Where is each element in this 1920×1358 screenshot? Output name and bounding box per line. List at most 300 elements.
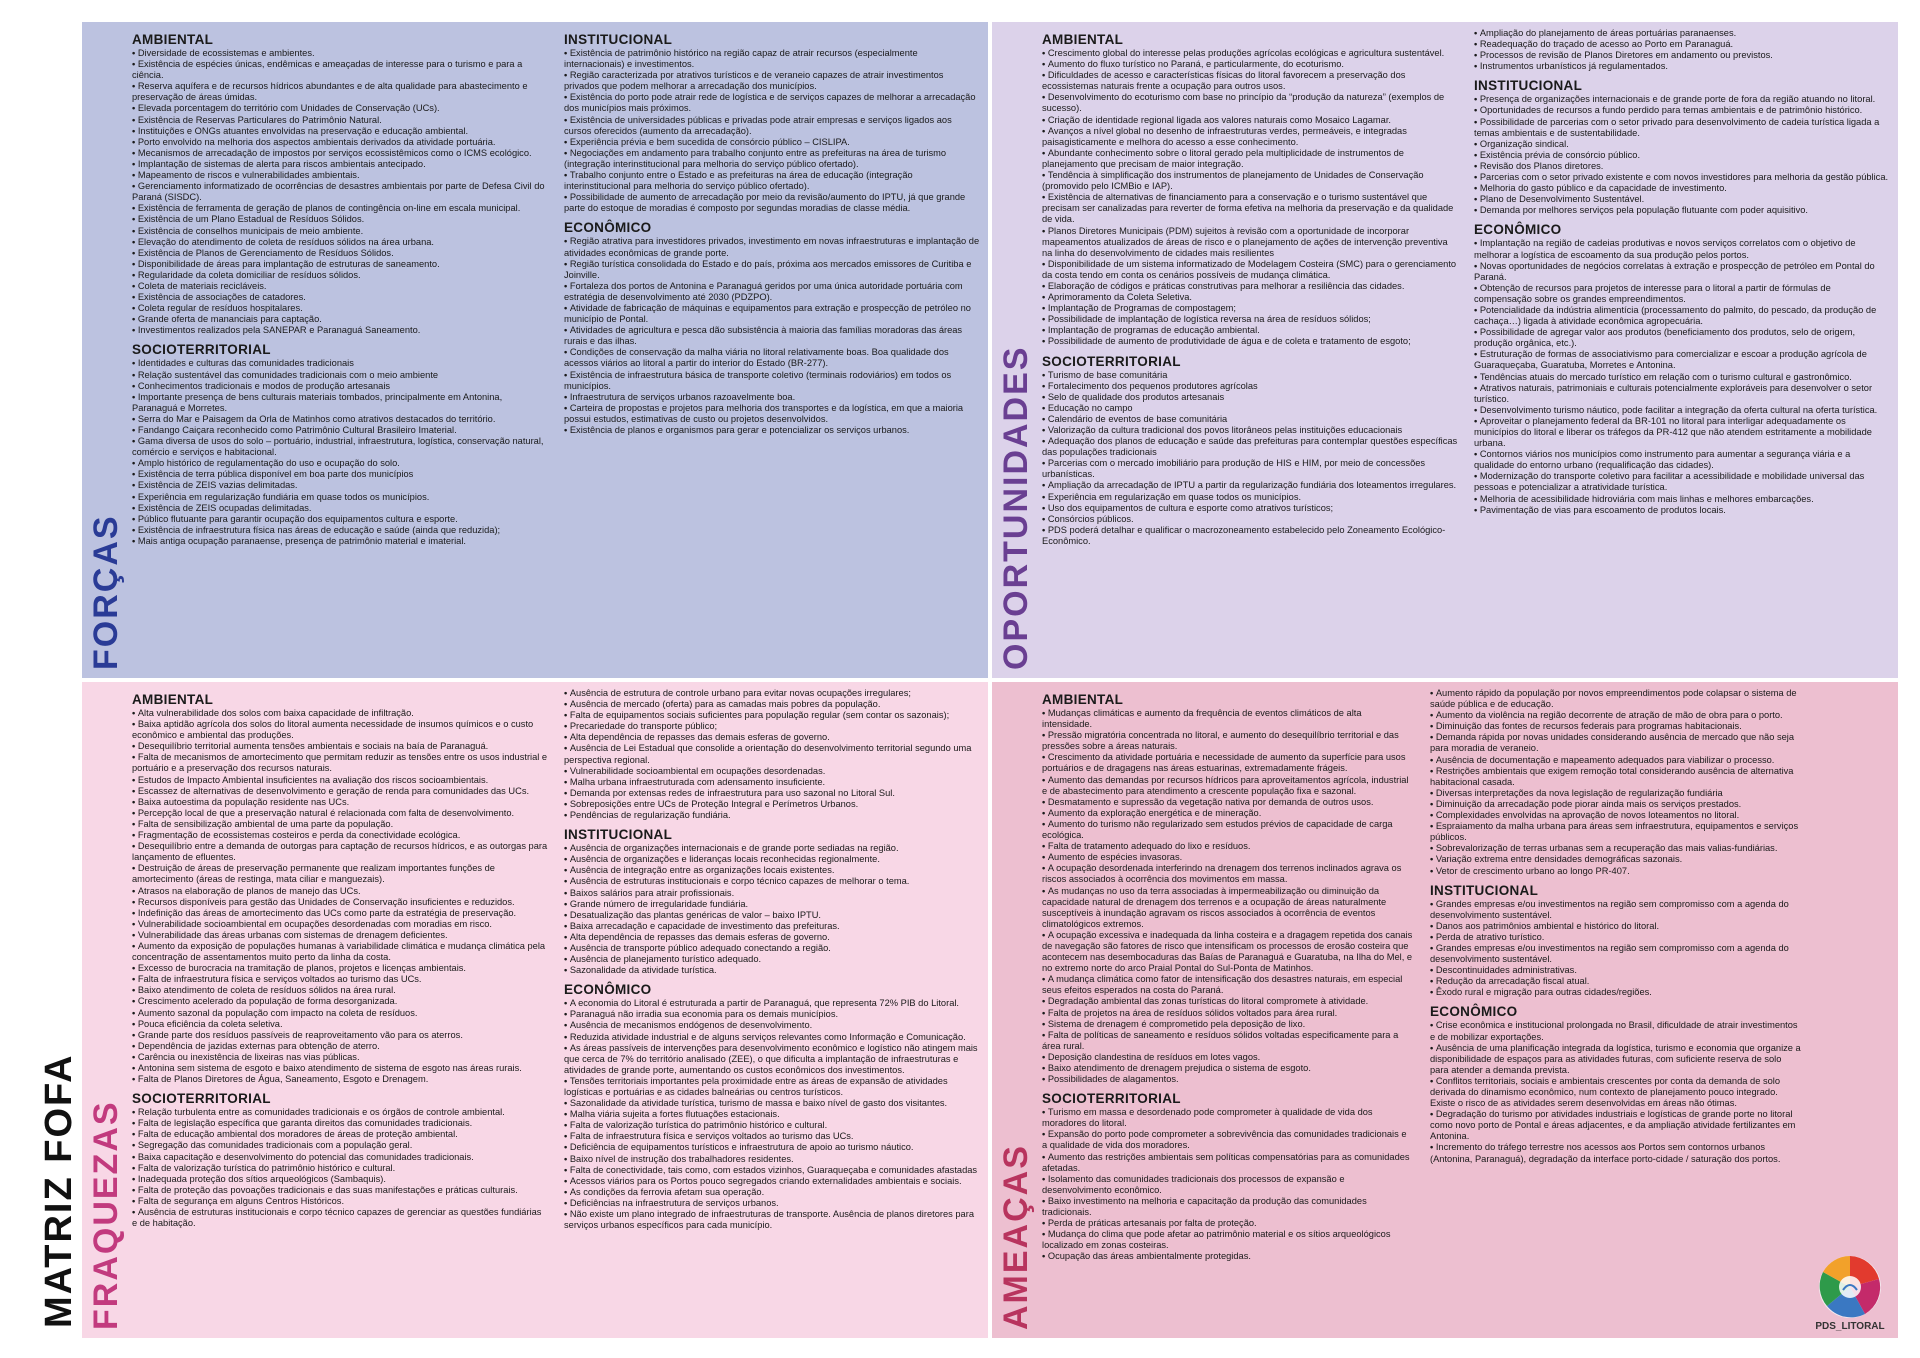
list-item: • Deficiência de equipamentos turísticos e infraestrutura de apoio ao turismo náutico.	[564, 1142, 980, 1153]
swot-section	[564, 688, 980, 821]
list-item: • Ausência de documentação e mapeamento adequados para viabilizar o processo.	[1430, 755, 1802, 766]
section-list	[1042, 1107, 1414, 1262]
list-item: • Existência de um Plano Estadual de Resíduos Sólidos.	[132, 214, 548, 225]
list-item: • Descontinuidades administrativas.	[1430, 965, 1802, 976]
list-item: • Baixa capacitação e desenvolvimento do potencial das comunidades tradicionais.	[132, 1152, 548, 1163]
list-item: • Regularidade da coleta domiciliar de resíduos sólidos.	[132, 270, 548, 281]
list-item: • Grande parte dos resíduos passíveis de reaproveitamento vão para os aterros.	[132, 1030, 548, 1041]
list-item: • Abundante conhecimento sobre o litoral gerado pela multiplicidade de instrumentos de planejamento que precisam de maior integração.	[1042, 148, 1458, 170]
list-item: • Crescimento da atividade portuária e necessidade de aumento da superfície para usos portuários e de dragagens nas áreas estuarinas, extremadamente frágeis.	[1042, 752, 1414, 774]
swot-section	[564, 220, 980, 436]
list-item: • Reserva aquífera e de recursos hídricos abundantes e de alta qualidade para abastecimento e preservação de áreas úmidas.	[132, 81, 548, 103]
list-item: • Desenvolvimento turismo náutico, pode facilitar a integração da oferta cultural na oferta turística.	[1474, 405, 1890, 416]
list-item: • Importante presença de bens culturais materiais tombados, principalmente em Antonina, Paranaguá e Morretes.	[132, 392, 548, 414]
fraquezas-column-2	[564, 688, 980, 1334]
list-item: • Existência de ZEIS vazias delimitadas.	[132, 480, 548, 491]
ameacas-column-2	[1430, 688, 1802, 1334]
list-item: • Aumento da violência na região decorrente de atração de mão de obra para o porto.	[1430, 710, 1802, 721]
list-item: • Existência de planos e organismos para gerar e potencializar os serviços urbanos.	[564, 425, 980, 436]
list-item: • Obtenção de recursos para projetos de interesse para o litoral a partir de fórmulas de compensação sobre os grandes empreendimentos.	[1474, 283, 1890, 305]
list-item: • Elevada porcentagem do território com Unidades de Conservação (UCs).	[132, 103, 548, 114]
swot-section	[132, 692, 548, 1085]
list-item: • Acessos viários para os Portos pouco segregados criando externalidades ambientais e sociais.	[564, 1176, 980, 1187]
list-item: • Sazonalidade da atividade turística.	[564, 965, 980, 976]
section-heading: SOCIOTERRITORIAL	[132, 1091, 271, 1107]
list-item: • Possibilidade de agregar valor aos produtos (beneficiamento dos produtos, selo de origem, produção orgânica, etc.).	[1474, 327, 1890, 349]
list-item: • Perda de atrativo turístico.	[1430, 932, 1802, 943]
list-item: • Segregação das comunidades tradicionais com a população geral.	[132, 1140, 548, 1151]
section-list	[1430, 899, 1802, 999]
list-item: • Antonina sem sistema de esgoto e baixo atendimento de sistema de esgoto nas áreas rurais.	[132, 1063, 548, 1074]
list-item: • Existência de espécies únicas, endêmicas e ameaçadas de interesse para o turismo e para a ciência.	[132, 59, 548, 81]
list-item: • Possibilidade de implantação de logística reversa na área de resíduos sólidos;	[1042, 314, 1458, 325]
section-list	[564, 998, 980, 1231]
list-item: • Uso dos equipamentos de cultura e esporte como atrativos turísticos;	[1042, 503, 1458, 514]
list-item: • Desequilíbrio territorial aumenta tensões ambientais e sociais na baía de Paranaguá.	[132, 741, 548, 752]
list-item: • Percepção local de que a preservação natural é relacionada com falta de desenvolvimento.	[132, 808, 548, 819]
list-item: • A ocupação desordenada interferindo na drenagem dos terrenos inclinados agrava os riscos associados à ocorrência dos movimentos em massa.	[1042, 863, 1414, 885]
list-item: • Ausência de transporte público adequado conectando a região.	[564, 943, 980, 954]
list-item: • Falta de infraestrutura física e serviços voltados ao turismo das UCs.	[132, 974, 548, 985]
oportunidades-column-1	[1042, 28, 1458, 674]
list-item: • Melhoria do gasto público e da capacidade de investimento.	[1474, 183, 1890, 194]
list-item: • Ausência de estrutura de controle urbano para evitar novas ocupações irregulares;	[564, 688, 980, 699]
list-item: • Expansão do porto pode comprometer a sobrevivência das comunidades tradicionais e a qualidade de vida dos moradores.	[1042, 1129, 1414, 1151]
list-item: • Baixo atendimento de coleta de resíduos sólidos na área rural.	[132, 985, 548, 996]
list-item: • As condições da ferrovia afetam sua operação.	[564, 1187, 980, 1198]
list-item: • Variação extrema entre densidades demográficas sazonais.	[1430, 854, 1802, 865]
list-item: • Recursos disponíveis para gestão das Unidades de Conservação insuficientes e reduzidos.	[132, 897, 548, 908]
swot-section	[564, 982, 980, 1231]
list-item: • Fandango Caiçara reconhecido como Patrimônio Cultural Brasileiro Imaterial.	[132, 425, 548, 436]
list-item: • Educação no campo	[1042, 403, 1458, 414]
list-item: • Pressão migratória concentrada no litoral, e aumento do desequilíbrio territorial e das pressões sobre a áreas naturais.	[1042, 730, 1414, 752]
list-item: • Mecanismos de arrecadação de impostos por serviços ecossistêmicos como o ICMS ecológico.	[132, 148, 548, 159]
section-list	[1474, 94, 1890, 216]
section-list	[1474, 238, 1890, 515]
swot-section	[1474, 222, 1890, 515]
list-item: • Degradação do turismo por atividades industriais e logísticas de grande porte no litoral como novo porto de Pontal e áreas adjacentes, e da ampliação atividade fertilizantes em Antonina.	[1430, 1109, 1802, 1142]
section-heading: SOCIOTERRITORIAL	[1042, 353, 1181, 369]
list-item: • Alta dependência de repasses das demais esferas de governo.	[564, 732, 980, 743]
list-item: • Reduzida atividade industrial e de alguns serviços relevantes como Informação e Comunicação.	[564, 1032, 980, 1043]
list-item: • Ocupação das áreas ambientalmente protegidas.	[1042, 1251, 1414, 1262]
section-list	[1042, 48, 1458, 348]
list-item: • Aprimoramento da Coleta Seletiva.	[1042, 292, 1458, 303]
list-item: • Ausência de estruturas institucionais e corpo técnico capazes de melhorar o tema.	[564, 876, 980, 887]
list-item: • Implantação na região de cadeias produtivas e novos serviços correlatos com o objetivo de melhorar a logística de escoamento da sua produção pelos portos.	[1474, 238, 1890, 260]
list-item: • Diversidade de ecossistemas e ambientes.	[132, 48, 548, 59]
list-item: • Alta vulnerabilidade dos solos com baixa capacidade de infiltração.	[132, 708, 548, 719]
swot-section	[1430, 688, 1802, 877]
list-item: • Inadequada proteção dos sítios arqueológicos (Sambaquis).	[132, 1174, 548, 1185]
list-item: • Paranaguá não irradia sua economia para os demais municípios.	[564, 1009, 980, 1020]
list-item: • Excesso de burocracia na tramitação de planos, projetos e licenças ambientais.	[132, 963, 548, 974]
list-item: • Malha viária sujeita a fortes flutuações estacionais.	[564, 1109, 980, 1120]
list-item: • Mudança do clima que pode afetar ao patrimônio material e os sítios arqueológicos localizado em zonas costeiras.	[1042, 1229, 1414, 1251]
list-item: • Readequação do traçado de acesso ao Porto em Paranaguá.	[1474, 39, 1890, 50]
swot-section	[1042, 1091, 1414, 1262]
list-item: • Existência de alternativas de financiamento para a conservação e o turismo sustentável que precisam ser canalizadas para reverter de forma efetiva na melhoria da preservação e da qualidade de vida.	[1042, 192, 1458, 225]
section-heading: SOCIOTERRITORIAL	[132, 342, 271, 358]
list-item: • Contornos viários nos municípios como instrumento para aumentar a segurança viária e a qualidade do entorno urbano (requalificação das cidades).	[1474, 449, 1890, 471]
list-item: • Incremento do tráfego terrestre nos acessos aos Portos sem contornos urbanos (Antonina, Paranaguá), degradação da interface porto-cidade / saturação dos portos.	[1430, 1142, 1802, 1164]
section-heading: AMBIENTAL	[1042, 32, 1124, 47]
list-item: • Turismo de base comunitária	[1042, 370, 1458, 381]
quadrant-fraquezas	[82, 682, 988, 1338]
list-item: • Possibilidades de alagamentos.	[1042, 1074, 1414, 1085]
list-item: • Desmatamento e supressão da vegetação nativa por demanda de outros usos.	[1042, 797, 1414, 808]
list-item: • Melhoria de acessibilidade hidroviária com mais linhas e melhores embarcações.	[1474, 494, 1890, 505]
list-item: • Estudos de Impacto Ambiental insuficientes na avaliação dos riscos socioambientais.	[132, 775, 548, 786]
list-item: • Modernização do transporte coletivo para facilitar a acessibilidade e mobilidade universal das pessoas e potencializar a atratividade turística.	[1474, 471, 1890, 493]
list-item: • Experiência em regularização fundiária em quase todos os municípios.	[132, 492, 548, 503]
section-heading: AMBIENTAL	[1042, 692, 1124, 707]
list-item: • Precariedade do transporte público;	[564, 721, 980, 732]
list-item: • Grandes empresas e/ou investimentos na região sem compromisso com a agenda do desenvolvimento sustentável.	[1430, 943, 1802, 965]
list-item: • A ocupação excessiva e inadequada da linha costeira e a dragagem repetida dos canais de navegação são fatores de risco que intensificam os processos de erosão costeira que acontecem nas desembocaduras das Baías de Paranaguá e Guaratuba, na Ilha do Mel, e no extremo norte do arco Praial Pontal do Sul-Ponta de Matinhos.	[1042, 930, 1414, 974]
list-item: • Demanda rápida por novas unidades considerando ausência de mercado que não seja para moradia de veraneio.	[1430, 732, 1802, 754]
list-item: • Aumento do fluxo turístico no Paraná, e particularmente, do ecoturismo.	[1042, 59, 1458, 70]
list-item: • Aumento do turismo não regularizado sem estudos prévios de capacidade de carga ecológica.	[1042, 819, 1414, 841]
list-item: • Falta de conectividade, tais como, com estados vizinhos, Guaraqueçaba e comunidades afastadas	[564, 1165, 980, 1176]
list-item: • Serra do Mar e Paisagem da Orla de Matinhos como atrativos destacados do território.	[132, 414, 548, 425]
list-item: • Dificuldades de acesso e características físicas do litoral favorecem a preservação dos ecossistemas naturais frente a ocupação para outros usos.	[1042, 70, 1458, 92]
list-item: • Possibilidade de aumento de produtividade de água e de coleta e tratamento de esgoto;	[1042, 336, 1458, 347]
list-item: • Desatualização das plantas genéricas de valor – baixo IPTU.	[564, 910, 980, 921]
section-list	[132, 48, 548, 336]
section-heading: SOCIOTERRITORIAL	[1042, 1091, 1181, 1107]
list-item: • Selo de qualidade dos produtos artesanais	[1042, 392, 1458, 403]
list-item: • Alta dependência de repasses das demais esferas de governo.	[564, 932, 980, 943]
list-item: • As áreas passíveis de intervenções para desenvolvimento econômico e logístico não atingem mais que cerca de 7% do território analisado (ZEE), o que dificulta a implantação de infraestruturas e atividades de grande porte, aumentando os custos econômicos dos investimentos.	[564, 1043, 980, 1076]
swot-section	[1474, 28, 1890, 72]
section-heading: INSTITUCIONAL	[564, 827, 673, 843]
list-item: • Demanda por extensas redes de infraestrutura para uso sazonal no Litoral Sul.	[564, 788, 980, 799]
list-item: • Organização sindical.	[1474, 139, 1890, 150]
list-item: • Baixa aptidão agrícola dos solos do litoral aumenta necessidade de insumos químicos e o custo econômico e ambiental das produções.	[132, 719, 548, 741]
list-item: • Coleta de materiais recicláveis.	[132, 281, 548, 292]
swot-section	[1042, 32, 1458, 348]
list-item: • Calendário de eventos de base comunitária	[1042, 414, 1458, 425]
list-item: • Conflitos territoriais, sociais e ambientais crescentes por conta da demanda de solo derivada do dinamismo econômico, num contexto de planejamento pouco integrado. Existe o risco de as atividades serem desenvolvidas em áreas não ótimas.	[1430, 1076, 1802, 1109]
list-item: • Gerenciamento informatizado de ocorrências de desastres ambientais por parte de Defesa Civil do Paraná (SISDC).	[132, 181, 548, 203]
section-heading: ECONÔMICO	[1474, 222, 1562, 238]
swot-section	[564, 827, 980, 976]
list-item: • Porto envolvido na melhoria dos aspectos ambientais derivados da atividade portuária.	[132, 137, 548, 148]
list-item: • Sobrevalorização de terras urbanas sem a recuperação das mais valias-fundiárias.	[1430, 843, 1802, 854]
list-item: • Existência de patrimônio histórico na região capaz de atrair recursos (especialmente internacionais) e investimentos.	[564, 48, 980, 70]
oportunidades-column-2	[1474, 28, 1890, 674]
swot-section	[132, 32, 548, 336]
list-item: • Falta de proteção das povoações tradicionais e das suas manifestações e práticas culturais.	[132, 1185, 548, 1196]
swot-section	[1430, 883, 1802, 999]
list-item: • Diminuição das fontes de recursos federais para programas habitacionais.	[1430, 721, 1802, 732]
list-item: • Baixos salários para atrair profissionais.	[564, 888, 980, 899]
swot-section	[1430, 1004, 1802, 1164]
section-heading: AMBIENTAL	[132, 32, 214, 47]
list-item: • Infraestrutura de serviços urbanos razoavelmente boa.	[564, 392, 980, 403]
list-item: • Grandes empresas e/ou investimentos na região sem compromisso com a agenda do desenvolvimento sustentável.	[1430, 899, 1802, 921]
list-item: • Existência prévia de consórcio público.	[1474, 150, 1890, 161]
section-list	[132, 1107, 548, 1229]
list-item: • Atividades de agricultura e pesca dão subsistência à maioria das famílias moradoras das áreas rurais e das ilhas.	[564, 325, 980, 347]
list-item: • Aproveitar o planejamento federal da BR-101 no litoral para interligar adequadamente os municípios do litoral e liberar os tráfegos da PR-412 que não atendem estritamente a mobilidade urbana.	[1474, 416, 1890, 449]
list-item: • Existência do porto pode atrair rede de logística e de serviços capazes de melhorar a arrecadação dos municípios mais próximos.	[564, 92, 980, 114]
section-heading: ECONÔMICO	[564, 982, 652, 998]
section-heading: INSTITUCIONAL	[1430, 882, 1539, 898]
list-item: • Público flutuante para garantir ocupação dos equipamentos cultura e esporte.	[132, 514, 548, 525]
list-item: • A economia do Litoral é estruturada a partir de Paranaguá, que representa 72% PIB do Litoral.	[564, 998, 980, 1009]
swot-section	[1042, 354, 1458, 548]
list-item: • Experiência prévia e bem sucedida de consórcio público – CISLIPA.	[564, 137, 980, 148]
list-item: • Aumento rápido da população por novos empreendimentos pode colapsar o sistema de saúde pública e de educação.	[1430, 688, 1802, 710]
list-item: • Pendências de regularização fundiária.	[564, 810, 980, 821]
list-item: • Trabalho conjunto entre o Estado e as prefeituras na área de educação (integração interinstitucional para melhoria do serviço público ofertado).	[564, 170, 980, 192]
list-item: • Isolamento das comunidades tradicionais dos processos de expansão e desenvolvimento econômico.	[1042, 1174, 1414, 1196]
list-item: • Ausência de Lei Estadual que consolide a orientação do desenvolvimento territorial segundo uma perspectiva regional.	[564, 743, 980, 765]
list-item: • Mais antiga ocupação paranaense, presença de patrimônio material e imaterial.	[132, 536, 548, 547]
list-item: • Sistema de drenagem é comprometido pela deposição de lixo.	[1042, 1019, 1414, 1030]
list-item: • Vetor de crescimento urbano ao longo PR-407.	[1430, 866, 1802, 877]
list-item: • Fortalecimento dos pequenos produtores agrícolas	[1042, 381, 1458, 392]
list-item: • Aumento das demandas por recursos hídricos para aproveitamentos agrícola, industrial e de abastecimento para atendimento a crescente população fixa e sazonal.	[1042, 775, 1414, 797]
list-item: • Elaboração de códigos e práticas construtivas para melhorar a resiliência das cidades.	[1042, 281, 1458, 292]
list-item: • Aumento sazonal da população com impacto na coleta de resíduos.	[132, 1008, 548, 1019]
list-item: • Revisão dos Planos diretores.	[1474, 161, 1890, 172]
list-item: • Falta de educação ambiental dos moradores de áreas de proteção ambiental.	[132, 1129, 548, 1140]
list-item: • Vulnerabilidade socioambiental em ocupações desordenadas.	[564, 766, 980, 777]
list-item: • Instrumentos urbanísticos já regulamentados.	[1474, 61, 1890, 72]
list-item: • Região caracterizada por atrativos turísticos e de veraneio capazes de atrair investimentos privados que podem melhorar a arrecadação dos municípios.	[564, 70, 980, 92]
list-item: • Coleta regular de resíduos hospitalares.	[132, 303, 548, 314]
list-item: • Falta de Planos Diretores de Água, Saneamento, Esgoto e Drenagem.	[132, 1074, 548, 1085]
swot-section	[132, 1091, 548, 1229]
list-item: • Tendência à simplificação dos instrumentos de planejamento de Unidades de Conservação (promovido pelo ICMBio e IAP).	[1042, 170, 1458, 192]
section-list	[1042, 370, 1458, 548]
list-item: • Negociações em andamento para trabalho conjunto entre as prefeituras na área de turismo (integração interinstitucional para melhoria do serviço público ofertado).	[564, 148, 980, 170]
list-item: • Tendências atuais do mercado turístico em relação com o turismo cultural e gastronômico.	[1474, 372, 1890, 383]
list-item: • Avanços a nível global no desenho de infraestruturas verdes, permeáveis, e integradas paisagisticamente e melhora do acesso a esse conhecimento.	[1042, 126, 1458, 148]
list-item: • Elevação do atendimento de coleta de resíduos sólidos na área urbana.	[132, 237, 548, 248]
list-item: • Ampliação do planejamento de áreas portuárias paranaenses.	[1474, 28, 1890, 39]
list-item: • Processos de revisão de Planos Diretores em andamento ou previstos.	[1474, 50, 1890, 61]
list-item: • Grande número de irregularidade fundiária.	[564, 899, 980, 910]
section-list	[564, 688, 980, 821]
list-item: • Identidades e culturas das comunidades tradicionais	[132, 358, 548, 369]
list-item: • Escassez de alternativas de desenvolvimento e geração de renda para comunidades das UCs.	[132, 786, 548, 797]
section-list	[132, 358, 548, 547]
list-item: • Baixa arrecadação e capacidade de investimento das prefeituras.	[564, 921, 980, 932]
list-item: • Parcerias com o setor privado existente e com novos investidores para melhoria da gestão pública.	[1474, 172, 1890, 183]
logo-text: PDS_LITORAL	[1815, 1321, 1885, 1332]
list-item: • Potencialidade da indústria alimentícia (processamento do palmito, do pescado, da produção de cachaça…) ligada à atividade econômica agropecuária.	[1474, 305, 1890, 327]
list-item: • Implantação de programas de educação ambiental.	[1042, 325, 1458, 336]
list-item: • Oportunidades de recursos a fundo perdido para temas ambientais e de patrimônio histórico.	[1474, 105, 1890, 116]
section-list	[132, 708, 548, 1085]
list-item: • Ausência de organizações e lideranças locais reconhecidas regionalmente.	[564, 854, 980, 865]
quadrant-label-fraquezas: FRAQUEZAS	[87, 1100, 125, 1330]
logo-emblem-icon	[1817, 1254, 1883, 1320]
list-item: • Plano de Desenvolvimento Sustentável.	[1474, 194, 1890, 205]
list-item: • Perda de práticas artesanais por falta de proteção.	[1042, 1218, 1414, 1229]
list-item: • Carência ou inexistência de lixeiras nas vias públicas.	[132, 1052, 548, 1063]
list-item: • Crescimento acelerado da população de forma desorganizada.	[132, 996, 548, 1007]
list-item: • Criação de identidade regional ligada aos valores naturais como Mosaico Lagamar.	[1042, 115, 1458, 126]
list-item: • Sobreposições entre UCs de Proteção Integral e Perímetros Urbanos.	[564, 799, 980, 810]
list-item: • Existência de conselhos municipais de meio ambiente.	[132, 226, 548, 237]
list-item: • Vulnerabilidade socioambiental em ocupações desordenadas com moradias em risco.	[132, 919, 548, 930]
list-item: • Consórcios públicos.	[1042, 514, 1458, 525]
list-item: • Adequação dos planos de educação e saúde das prefeituras para contemplar questões específicas das populações tradicionais	[1042, 436, 1458, 458]
list-item: • Aumento das restrições ambientais sem políticas compensatórias para as comunidades afetadas.	[1042, 1152, 1414, 1174]
fraquezas-column-1	[132, 688, 548, 1334]
list-item: • Valorização da cultura tradicional dos povos litorâneos pelas instituições educacionais	[1042, 425, 1458, 436]
list-item: • Restrições ambientais que exigem remoção total considerando ausência de alternativa habitacional casada.	[1430, 766, 1802, 788]
section-heading: ECONÔMICO	[564, 220, 652, 236]
list-item: • Estruturação de formas de associativismo para comercializar e escoar a produção agrícola de Guaraqueçaba, Guaratuba, Morretes e Antonina.	[1474, 349, 1890, 371]
list-item: • Sazonalidade da atividade turística, turismo de massa e baixo nível de gasto dos visitantes.	[564, 1098, 980, 1109]
list-item: • Presença de organizações internacionais e de grande porte de fora da região atuando no litoral.	[1474, 94, 1890, 105]
list-item: • Região atrativa para investidores privados, investimento em novas infraestruturas e implantação de atividades econômicas de grande porte.	[564, 236, 980, 258]
quadrant-label-oportunidades: OPORTUNIDADES	[997, 345, 1035, 670]
section-list	[1042, 708, 1414, 1085]
list-item: • Ausência de mecanismos endógenos de desenvolvimento.	[564, 1020, 980, 1031]
list-item: • Disponibilidade de um sistema informatizado de Modelagem Costeira (SMC) para o gerenciamento da costa tendo em conta os cenários possíveis de mudança climática.	[1042, 259, 1458, 281]
section-list	[1430, 1020, 1802, 1164]
list-item: • Existência de terra pública disponível em boa parte dos municípios	[132, 469, 548, 480]
list-item: • Investimentos realizados pela SANEPAR e Paranaguá Saneamento.	[132, 325, 548, 336]
list-item: • Falta de sensibilização ambiental de uma parte da população.	[132, 819, 548, 830]
list-item: • Existência de infraestrutura básica de transporte coletivo (terminais rodoviários) em todos os municípios.	[564, 370, 980, 392]
list-item: • Fragmentação de ecossistemas costeiros e perda da conectividade ecológica.	[132, 830, 548, 841]
list-item: • Danos aos patrimônios ambiental e histórico do litoral.	[1430, 921, 1802, 932]
list-item: • Desequilíbrio entre a demanda de outorgas para captação de recursos hídricos, e as outorgas para lançamento de efluentes.	[132, 841, 548, 863]
list-item: • Existência de Planos de Gerenciamento de Resíduos Sólidos.	[132, 248, 548, 259]
list-item: • Complexidades envolvidas na aprovação de novos loteamentos no litoral.	[1430, 810, 1802, 821]
quadrant-label-forcas: FORÇAS	[87, 514, 125, 670]
list-item: • Diminuição da arrecadação pode piorar ainda mais os serviços prestados.	[1430, 799, 1802, 810]
list-item: • PDS poderá detalhar e qualificar o macrozoneamento estabelecido pelo Zoneamento Ecológico-Econômico.	[1042, 525, 1458, 547]
list-item: • A mudança climática como fator de intensificação dos desastres naturais, em especial seus efeitos esperados na costa do Paraná.	[1042, 974, 1414, 996]
section-list	[564, 843, 980, 976]
list-item: • Mapeamento de riscos e vulnerabilidades ambientais.	[132, 170, 548, 181]
forcas-column-1	[132, 28, 548, 674]
list-item: • Falta de equipamentos sociais suficientes para população regular (sem contar os sazonais);	[564, 710, 980, 721]
list-item: • Falta de políticas de saneamento e resíduos sólidos voltadas especificamente para a área rural.	[1042, 1030, 1414, 1052]
swot-section	[1042, 692, 1414, 1085]
section-list	[564, 48, 980, 214]
list-item: • Não existe um plano integrado de infraestruturas de transporte. Ausência de planos diretores para serviços urbanos específicos para cada município.	[564, 1209, 980, 1231]
list-item: • Ausência de estruturas institucionais e corpo técnico capazes de gerenciar as questões fundiárias e de habitação.	[132, 1207, 548, 1229]
list-item: • Ausência de mercado (oferta) para as camadas mais pobres da população.	[564, 699, 980, 710]
list-item: • Atrasos na elaboração de planos de manejo das UCs.	[132, 886, 548, 897]
list-item: • Aumento da exposição de populações humanas à variabilidade climática e mudança climática pela concentração de assentamentos muito perto da linha da costa.	[132, 941, 548, 963]
list-item: • Relação sustentável das comunidades tradicionais com o meio ambiente	[132, 370, 548, 381]
list-item: • Condições de conservação da malha viária no litoral relativamente boas. Boa qualidade dos acessos viários ao litoral a partir do interior do Estado (BR-277).	[564, 347, 980, 369]
section-heading: ECONÔMICO	[1430, 1004, 1518, 1020]
matrix-title: MATRIZ FOFA	[38, 1053, 80, 1328]
list-item: • Conhecimentos tradicionais e modos de produção artesanais	[132, 381, 548, 392]
list-item: • Existência de universidades públicas e privadas pode atrair empresas e serviços ligados aos cursos oferecidos (aumento da arrecadação).	[564, 115, 980, 137]
list-item: • Falta de valorização turística do patrimônio histórico e cultural.	[564, 1120, 980, 1131]
list-item: • Indefinição das áreas de amortecimento das UCs como parte da estratégia de preservação.	[132, 908, 548, 919]
list-item: • Êxodo rural e migração para outras cidades/regiões.	[1430, 987, 1802, 998]
list-item: • Falta de segurança em alguns Centros Históricos.	[132, 1196, 548, 1207]
list-item: • Ausência de organizações internacionais e de grande porte sediadas na região.	[564, 843, 980, 854]
list-item: • Existência de ZEIS ocupadas delimitadas.	[132, 503, 548, 514]
list-item: • Aumento da exploração energética e de mineração.	[1042, 808, 1414, 819]
list-item: • Possibilidade de parcerias com o setor privado para desenvolvimento de cadeia turística ligada a temas ambientais e de sustentabilidade.	[1474, 117, 1890, 139]
forcas-column-2	[564, 28, 980, 674]
list-item: • Existência de ferramenta de geração de planos de contingência on-line em escala municipal.	[132, 203, 548, 214]
list-item: • Atividade de fabricação de máquinas e equipamentos para extração e prospecção de petróleo no município de Pontal.	[564, 303, 980, 325]
list-item: • Existência de infraestrutura física nas áreas de educação e saúde (ainda que reduzida);	[132, 525, 548, 536]
list-item: • Planos Diretores Municipais (PDM) sujeitos à revisão com a oportunidade de incorporar mapeamentos atualizados de áreas de risco e o planejamento de ações de intervenção preventiva na linha do desenvolvimento de cidades mais resilientes	[1042, 226, 1458, 259]
swot-section	[132, 342, 548, 547]
list-item: • Fortaleza dos portos de Antonina e Paranaguá geridos por uma única autoridade portuária com estratégia de desenvolvimento até 2030 (PDZPO).	[564, 281, 980, 303]
list-item: • Tensões territoriais importantes pela proximidade entre as áreas de expansão de atividades logísticas e portuárias e as cidades balneárias ou centros turísticos.	[564, 1076, 980, 1098]
list-item: • Diversas interpretações da nova legislação de regularização fundiária	[1430, 788, 1802, 799]
ameacas-column-1	[1042, 688, 1414, 1334]
list-item: • As mudanças no uso da terra associadas à impermeabilização ou diminuição da capacidade natural de drenagem dos terrenos e a ocupação de áreas naturalmente susceptíveis à inundação agravam os riscos associados à ocorrência de eventos climatológicos extremos.	[1042, 886, 1414, 930]
section-list	[564, 236, 980, 436]
list-item: • Aumento de espécies invasoras.	[1042, 852, 1414, 863]
list-item: • Baixo nível de instrução dos trabalhadores residentes.	[564, 1154, 980, 1165]
swot-section	[564, 32, 980, 214]
list-item: • Atrativos naturais, patrimoniais e culturais potencialmente exploráveis para desenvolver o setor turístico.	[1474, 383, 1890, 405]
list-item: • Experiência em regularização em quase todos os municípios.	[1042, 492, 1458, 503]
section-heading: INSTITUCIONAL	[1474, 78, 1583, 94]
list-item: • Falta de projetos na área de resíduos sólidos voltados para área rural.	[1042, 1008, 1414, 1019]
section-list	[1474, 28, 1890, 72]
list-item: • Desenvolvimento do ecoturismo com base no princípio da “produção da natureza” (exemplos de sucesso).	[1042, 92, 1458, 114]
list-item: • Ausência de planejamento turístico adequado.	[564, 954, 980, 965]
list-item: • Baixo atendimento de drenagem prejudica o sistema de esgoto.	[1042, 1063, 1414, 1074]
list-item: • Deficiências na infraestrutura de serviços urbanos.	[564, 1198, 980, 1209]
list-item: • Dependência de jazidas externas para obtenção de aterro.	[132, 1041, 548, 1052]
list-item: • Ausência de uma planificação integrada da logística, turismo e economia que organize a disponibilidade de espaços para as atividades futuras, com suficiente reserva de solo para atender a demanda prevista.	[1430, 1043, 1802, 1076]
list-item: • Crise econômica e institucional prolongada no Brasil, dificuldade de atrair investimentos e de mobilizar exportações.	[1430, 1020, 1802, 1042]
list-item: • Novas oportunidades de negócios correlatas à extração e prospecção de petróleo em Pontal do Paraná.	[1474, 261, 1890, 283]
section-list	[1430, 688, 1802, 877]
list-item: • Destruição de áreas de preservação permanente que realizam importantes funções de amortecimento (áreas de restinga, mata ciliar e manguezais).	[132, 863, 548, 885]
list-item: • Falta de legislação específica que garanta direitos das comunidades tradicionais.	[132, 1118, 548, 1129]
section-heading: INSTITUCIONAL	[564, 32, 673, 47]
list-item: • Baixo investimento na melhoria e capacitação da produção das comunidades tradicionais.	[1042, 1196, 1414, 1218]
list-item: • Implantação de Programas de compostagem;	[1042, 303, 1458, 314]
list-item: • Existência de associações de catadores.	[132, 292, 548, 303]
list-item: • Turismo em massa e desordenado pode comprometer à qualidade de vida dos moradores do litoral.	[1042, 1107, 1414, 1129]
list-item: • Carteira de propostas e projetos para melhoria dos transportes e da logística, em que a maioria possui estudos, estimativas de custo ou projetos desenvolvidos.	[564, 403, 980, 425]
list-item: • Degradação ambiental das zonas turísticas do litoral compromete à atividade.	[1042, 996, 1414, 1007]
list-item: • Espraiamento da malha urbana para áreas sem infraestrutura, equipamentos e serviços públicos.	[1430, 821, 1802, 843]
list-item: • Instituições e ONGs atuantes envolvidas na preservação e educação ambiental.	[132, 126, 548, 137]
section-heading: AMBIENTAL	[132, 692, 214, 707]
list-item: • Pavimentação de vias para escoamento de produtos locais.	[1474, 505, 1890, 516]
list-item: • Amplo histórico de regulamentação do uso e ocupação do solo.	[132, 458, 548, 469]
pds-litoral-logo	[1810, 1254, 1890, 1332]
list-item: • Disponibilidade de áreas para implantação de estruturas de saneamento.	[132, 259, 548, 270]
quadrant-forcas	[82, 22, 988, 678]
list-item: • Malha urbana infraestruturada com adensamento insuficiente.	[564, 777, 980, 788]
list-item: • Redução da arrecadação fiscal atual.	[1430, 976, 1802, 987]
list-item: • Gama diversa de usos do solo – portuário, industrial, infraestrutura, logística, conservação natural, comércio e serviços e habitacional.	[132, 436, 548, 458]
list-item: • Ampliação da arrecadação de IPTU a partir da regularização fundiária dos loteamentos irregulares.	[1042, 480, 1458, 491]
list-item: • Falta de valorização turística do patrimônio histórico e cultural.	[132, 1163, 548, 1174]
list-item: • Implantação de sistemas de alerta para riscos ambientais antecipado.	[132, 159, 548, 170]
quadrant-label-ameacas: AMEAÇAS	[997, 1144, 1035, 1330]
